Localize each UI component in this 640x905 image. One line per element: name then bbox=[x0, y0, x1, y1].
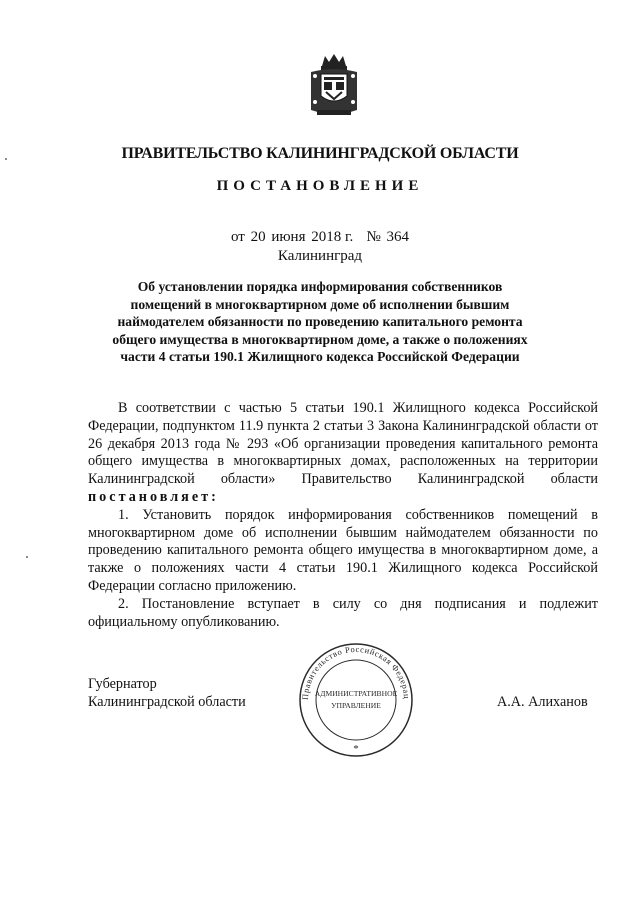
seal-outer-text: Правительство Российская Федерац bbox=[299, 643, 413, 701]
resolves-word: постановляет: bbox=[88, 488, 219, 505]
preamble-paragraph bbox=[88, 400, 598, 507]
document-number: 364 bbox=[386, 229, 410, 245]
subject-line: Об установлении порядка информирования собственников bbox=[137, 279, 503, 294]
signatory-title-line: Калининградской области bbox=[88, 693, 246, 710]
document-subject bbox=[108, 278, 532, 366]
coat-of-arms-icon bbox=[307, 52, 361, 120]
item-2: 2. Постановление вступает в силу со дня подписания и подлежит официальному опубликованию. bbox=[88, 595, 598, 630]
item-1: 1. Установить порядок информирования собственников помещений в многоквартирном доме об исполнении бывшим наймодателем обязанности по проведению капитального ремонта общего имущества в многоквартирном доме, а также о положениях части 4 статьи 190.1 Жилищного кодекса Российской Федерации согласно приложению. bbox=[88, 506, 598, 594]
city: Калининград bbox=[277, 248, 363, 264]
number-sign: № bbox=[366, 229, 381, 245]
signatory-name: А.А. Алиханов bbox=[497, 694, 588, 710]
document-type: ПОСТАНОВЛЕНИЕ bbox=[216, 178, 424, 194]
signatory-title-line: Губернатор bbox=[88, 676, 157, 692]
organization-title: ПРАВИТЕЛЬСТВО КАЛИНИНГРАДСКОЙ ОБЛАСТИ bbox=[121, 145, 519, 162]
date-year: 2018 г. bbox=[311, 229, 354, 245]
document-body bbox=[88, 400, 598, 631]
date-prefix: от bbox=[230, 229, 245, 245]
date-month: июня bbox=[271, 229, 306, 245]
scan-speck bbox=[26, 556, 28, 558]
date-day: 20 bbox=[250, 229, 266, 245]
official-seal bbox=[286, 640, 426, 760]
scan-speck bbox=[5, 158, 7, 160]
seal-center-line: УПРАВЛЕНИЕ bbox=[331, 701, 381, 710]
subject-line: помещений в многоквартирном доме об исполнении бывшим bbox=[130, 296, 510, 312]
preamble-text: В соответствии с частью 5 статьи 190.1 Жилищного кодекса Российской Федерации, подпунктом 11.9 пункта 2 статьи 3 Закона Калининградской области от 26 декабря 2013 года № 293 «Об организации проведения капитального ремонта общего имущества в многоквартирных домах, расположенных на территории Калининградской области» Правительство Калининградской области bbox=[88, 400, 598, 488]
subject-line: наймодателем обязанности по проведению капитального ремонта bbox=[117, 314, 523, 329]
seal-center-line: АДМИНИСТРАТИВНОЕ bbox=[314, 689, 398, 698]
seal-star: * bbox=[353, 743, 359, 755]
subject-line: части 4 статьи 190.1 Жилищного кодекса Российской Федерации bbox=[120, 349, 520, 364]
signatory-title bbox=[88, 676, 246, 712]
subject-line: общего имущества в многоквартирном доме, а также о положениях bbox=[112, 331, 528, 347]
date-line bbox=[0, 229, 640, 246]
